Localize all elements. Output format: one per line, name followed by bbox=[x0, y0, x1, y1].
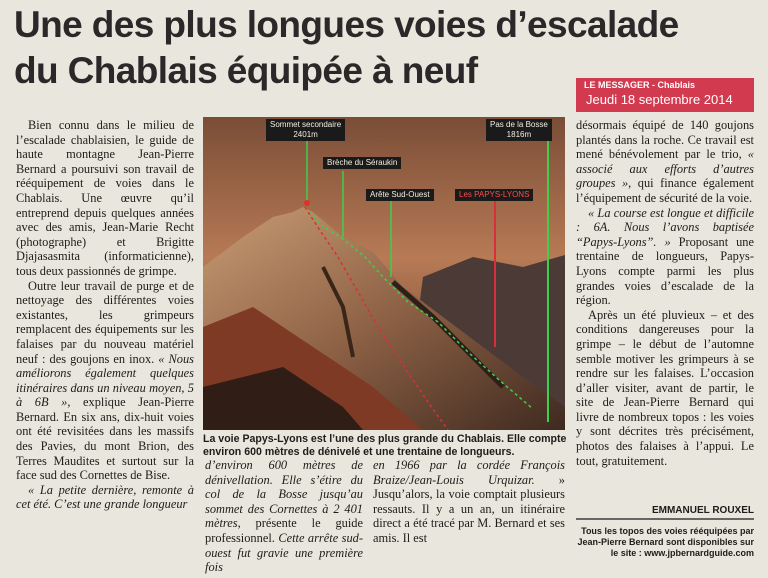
publication-date: Jeudi 18 septembre 2014 bbox=[586, 92, 733, 107]
divider bbox=[576, 518, 754, 520]
label-breche: Brèche du Séraukin bbox=[323, 157, 401, 169]
author-byline: EMMANUEL ROUXEL bbox=[651, 505, 754, 516]
label-pas-de-la-bosse: Pas de la Bosse 1816m bbox=[486, 119, 552, 141]
quote: « La course est longue et difficile : 6A. Nous l’avons baptisée “Papys-Lyons”. » bbox=[576, 205, 754, 249]
text-run: » Jusqu’alors, la voie comptait plusieurs ressauts. Il y a un an, un itinéraire direct a été tracé par M. Bernard et ses amis. Il est bbox=[373, 472, 565, 545]
topos-note: Tous les topos des voies rééquipées par Jean-Pierre Bernard sont disponibles sur le site : www.jpbernardguide.com bbox=[577, 526, 754, 558]
quote: « Nous améliorons également quelques itinéraires dans un niveau moyen, 5 à 6B » bbox=[16, 351, 194, 410]
photo-caption: La voie Papys-Lyons est l’une des plus grande du Chablais. Elle compte environ 600 mètres de dénivelé et une trentaine de longueurs. bbox=[203, 433, 567, 458]
quote: « La petite dernière, remonte à cet été. C’est une grande longueur bbox=[16, 482, 194, 512]
mountain-photo bbox=[203, 117, 565, 430]
headline-line-2: du Chablais équipée à neuf bbox=[14, 50, 478, 91]
quote: « associé aux efforts d’autres groupes » bbox=[576, 147, 754, 191]
label-papys-lyons: Les PAPYS-LYONS bbox=[455, 189, 533, 201]
paragraph: Après un été pluvieux – et des conditions dangereuses pour la grimpe – le début de l’automne semble motiver les grimpeurs à se rendre sur les falaises. L’occasion d’aller visiter, avant de partir, le site de Jean-Pierre Bernard qui livre de nombreux topos : les voies y sont décrites très précisément, photos des falaises à l’appui. Le tout, gratuitement. bbox=[576, 307, 754, 468]
quote: en 1966 par la cordée François Braize/Jean-Louis Urquizar. bbox=[373, 458, 565, 487]
source-box bbox=[576, 78, 754, 112]
label-arete: Arête Sud-Ouest bbox=[366, 189, 434, 201]
text-run: , qui finance également l’équipement de sécurité de la voie. bbox=[576, 176, 754, 205]
quote: d’environ 600 mètres de dénivellation. Elle s’étire du col de la Bosse jusqu’au sommet des Cornettes à 2 401 mètres bbox=[205, 458, 363, 531]
text-run: désormais équipé de 140 goujons plantés dans la roche. Ce travail est mené bénévolement par le trio, bbox=[576, 118, 754, 162]
headline-line-1: Une des plus longues voies d’escalade bbox=[14, 4, 679, 45]
paragraph bbox=[576, 206, 754, 308]
paragraph bbox=[373, 458, 565, 546]
quote: Cette arrête sud-ouest fut gravie une première fois bbox=[205, 530, 363, 575]
paragraph bbox=[16, 279, 194, 483]
paragraph bbox=[576, 118, 754, 206]
summit-marker bbox=[304, 200, 310, 206]
paragraph: Bien connu dans le milieu de l’escalade chablaisien, le guide de haute montagne Jean-Pierre Bernard a poursuivi son travail de rééquipement de voies dans le Chablais. Une œuvre qu’il entreprend depuis quelques années avec des amis, Jean-Marie Recht (photographe) et Brigitte Djajasasmita (informaticienne), tous deux passionnés de grimpe. bbox=[16, 118, 194, 278]
text-run: Proposant une trentaine de longueurs, Papys-Lyons compte parmi les plus grandes voies d’escalade de la région. bbox=[576, 234, 754, 308]
text-run: , explique Jean-Pierre Bernard. En six ans, dix-huit voies ont été revisitées dans les massifs des Pavies, du mont Brion, des Terres Maudites et surtout sur la face sud des Cornettes de Bise. bbox=[16, 395, 194, 483]
column-2b bbox=[373, 458, 565, 546]
paragraph bbox=[16, 483, 194, 512]
text-run: , présente le guide professionnel. bbox=[205, 516, 363, 545]
column-1 bbox=[16, 118, 194, 512]
column-2a bbox=[205, 458, 363, 575]
paragraph bbox=[205, 458, 363, 575]
publication-name: LE MESSAGER - Chablais bbox=[584, 80, 696, 90]
text-run: Outre leur travail de purge et de nettoyage des différentes voies existantes, les grimpeurs remplacent des équipements sur les falaises par du nouveau matériel neuf : des goujons en inox. bbox=[16, 278, 194, 366]
label-sommet-secondaire: Sommet secondaire 2401m bbox=[266, 119, 345, 141]
column-3 bbox=[576, 118, 754, 468]
